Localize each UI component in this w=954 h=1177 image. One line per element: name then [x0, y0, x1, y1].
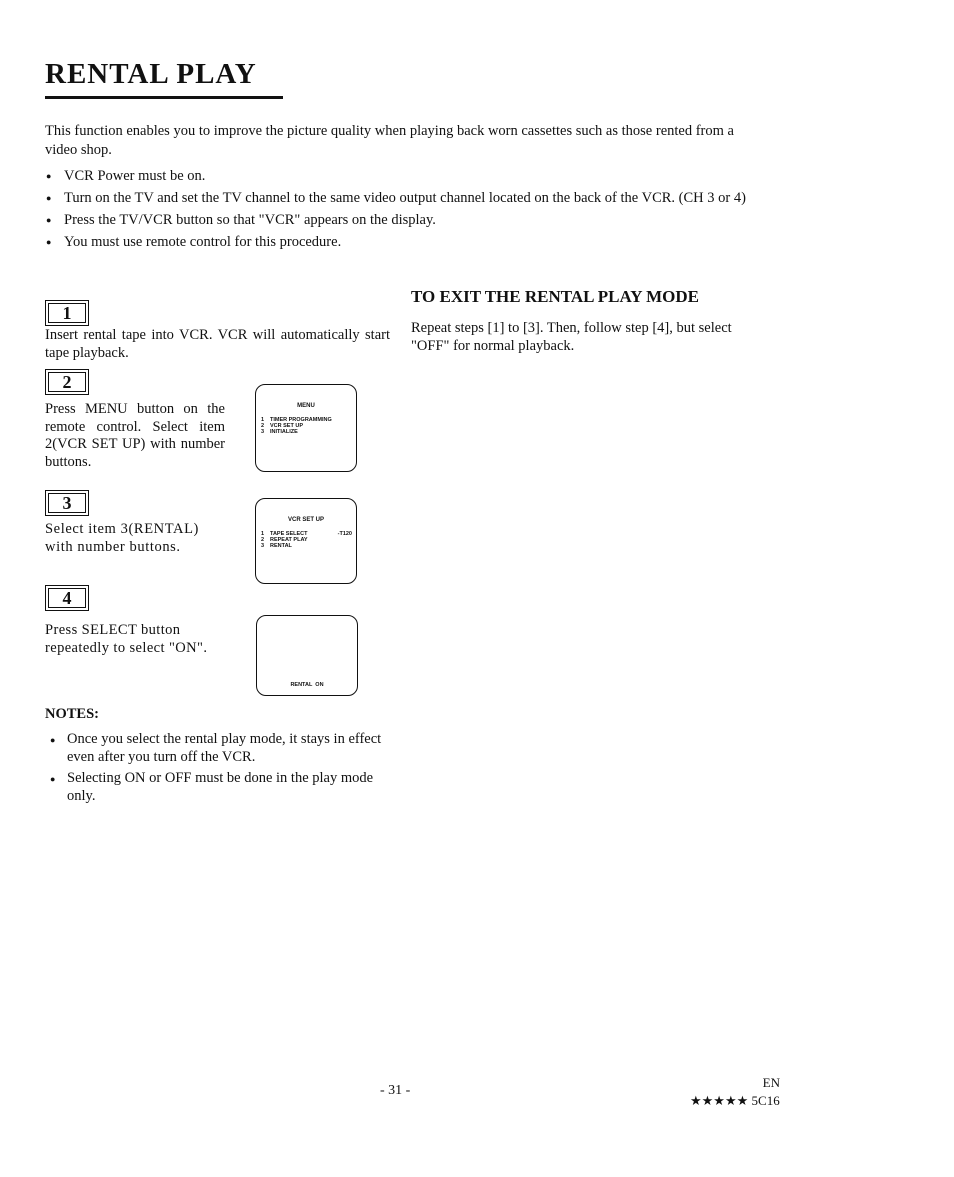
notes-heading: NOTES:: [45, 706, 99, 722]
step-number: 1: [48, 303, 86, 323]
menu-item: 2 REPEAT PLAY: [261, 537, 308, 543]
menu-item: 3 RENTAL: [261, 543, 292, 549]
list-item: ● VCR Power must be on.: [45, 167, 765, 186]
step-number: 3: [48, 493, 86, 513]
menu-item: 1 TIMER PROGRAMMING: [261, 417, 332, 423]
intro-paragraph: This function enables you to improve the picture quality when playing back worn cassettes such as those rented from a video shop.: [45, 123, 734, 158]
model-code: ★★★★★ 5C16: [690, 1093, 780, 1108]
step-number: 4: [48, 588, 86, 608]
exit-text: Repeat steps [1] to [3]. Then, follow step [4], but select "OFF" for normal playback.: [411, 320, 732, 354]
exit-heading: TO EXIT THE RENTAL PLAY MODE: [411, 287, 699, 306]
list-item: ● Once you select the rental play mode, it stays in effect even after you turn off the VCR.: [45, 731, 395, 766]
step-3-badge: [45, 490, 89, 516]
vcr-setup-screen: [255, 498, 357, 584]
step-number: 2: [48, 372, 86, 392]
step-3-text: Select item 3(RENTAL) with number buttons.: [45, 521, 199, 555]
page-number: - 31 -: [380, 1083, 411, 1098]
step-4-badge: [45, 585, 89, 611]
step-2-badge: [45, 369, 89, 395]
menu-item: 3 INITIALIZE: [261, 429, 298, 435]
title-underline: [45, 96, 283, 99]
list-item: ● You must use remote control for this procedure.: [45, 233, 765, 252]
rental-on-screen: [256, 615, 358, 696]
step-1-badge: [45, 300, 89, 326]
menu-item: 1 TAPE SELECT -T120: [261, 531, 352, 537]
menu-screen: [255, 384, 357, 472]
list-item: ● Selecting ON or OFF must be done in the play mode only.: [45, 770, 395, 805]
list-item: ● Turn on the TV and set the TV channel to the same video output channel located on the back of the VCR. (CH 3 or 4): [45, 189, 765, 208]
rental-status: RENTAL ON: [290, 682, 324, 688]
prerequisite-list: [45, 167, 765, 255]
notes-list: [45, 731, 395, 809]
screen-header: VCR SET UP: [287, 517, 324, 523]
language-code: EN: [762, 1075, 780, 1090]
list-item: ● Press the TV/VCR button so that "VCR" appears on the display.: [45, 211, 765, 230]
step-1-text: Insert rental tape into VCR. VCR will automatically start tape playback.: [45, 327, 390, 361]
screen-header: MENU: [297, 403, 315, 409]
page-title: RENTAL PLAY: [45, 58, 257, 90]
step-4-text: Press SELECT button repeatedly to select "ON".: [45, 622, 208, 656]
step-2-text: Press MENU button on the remote control. Select item 2(VCR SET UP) with number buttons.: [45, 401, 225, 470]
menu-item: 2 VCR SET UP: [261, 423, 304, 429]
